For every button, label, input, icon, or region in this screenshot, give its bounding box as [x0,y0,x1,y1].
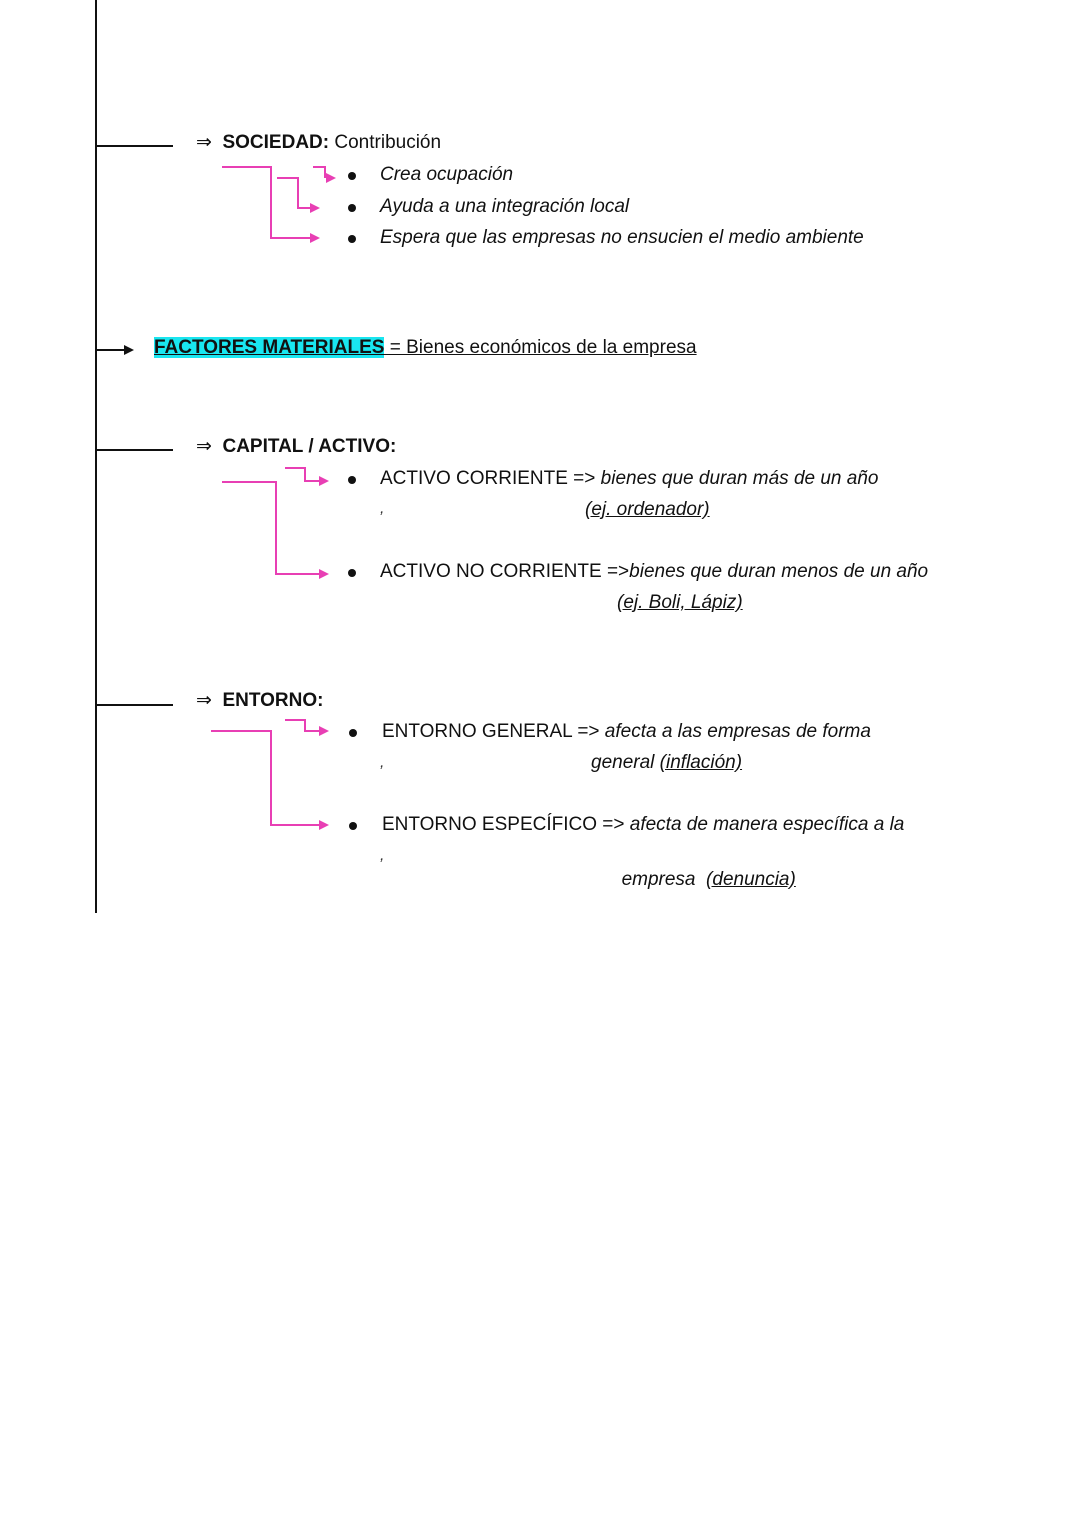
factores-materiales-title: FACTORES MATERIALES [154,337,385,358]
capital-title: CAPITAL / ACTIVO: [222,436,397,457]
capital-heading [196,435,396,459]
bullet-icon [349,729,357,737]
activo-corriente-example: (ej. ordenador) [585,499,710,520]
entorno-heading [196,689,323,713]
entorno-especifico-example: (denuncia) [706,869,796,890]
entorno-general-description: afecta a las empresas de forma [604,721,871,742]
entorno-general-example: (inflación) [659,752,743,773]
branch-line-factores [96,349,124,351]
implies-arrow-icon: ⇒ [196,690,212,711]
entorno-general-item [382,720,871,744]
main-trunk-line [95,0,97,913]
entorno-title: ENTORNO: [222,690,324,711]
sociedad-item: Espera que las empresas no ensucien el medio ambiente [380,227,864,248]
stray-mark: , [380,754,385,771]
entorno-general-label: ENTORNO GENERAL => [382,721,605,742]
bullet-icon [348,235,356,243]
entorno-especifico-description: afecta de manera específica a la [629,814,905,835]
entorno-especifico-continuation: empresa (denuncia) [621,869,796,890]
bullet-icon [349,822,357,830]
stray-mark: , [380,847,385,864]
branch-line-entorno [96,704,173,706]
sociedad-heading [196,131,441,155]
branch-line-capital [96,449,173,451]
sociedad-subtitle: Contribución [329,132,442,153]
factores-materiales-definition: = Bienes económicos de la empresa [384,337,697,358]
bullet-icon [348,476,356,484]
sociedad-title: SOCIEDAD: [222,132,330,153]
stray-mark: , [380,500,385,517]
bullet-icon [348,172,356,180]
bullet-icon [348,569,356,577]
entorno-general-continuation: general (inflación) [591,752,743,773]
entorno-especifico-label: ENTORNO ESPECÍFICO => [382,814,630,835]
activo-no-corriente-description: bienes que duran menos de un año [629,561,929,582]
activo-no-corriente-item [380,560,928,584]
branch-line-sociedad [96,145,173,147]
implies-arrow-icon: ⇒ [196,132,212,153]
activo-no-corriente-label: ACTIVO NO CORRIENTE => [380,561,630,582]
activo-corriente-label: ACTIVO CORRIENTE => [380,468,601,489]
arrow-right-icon [124,345,134,355]
activo-corriente-item [380,467,878,491]
sociedad-item: Ayuda a una integración local [380,196,630,217]
implies-arrow-icon: ⇒ [196,436,212,457]
activo-no-corriente-example: (ej. Boli, Lápiz) [617,592,743,613]
bullet-icon [348,204,356,212]
entorno-especifico-item [382,813,904,837]
activo-corriente-description: bienes que duran más de un año [600,468,879,489]
sociedad-item: Crea ocupación [380,164,514,185]
factores-materiales-heading [154,336,697,360]
